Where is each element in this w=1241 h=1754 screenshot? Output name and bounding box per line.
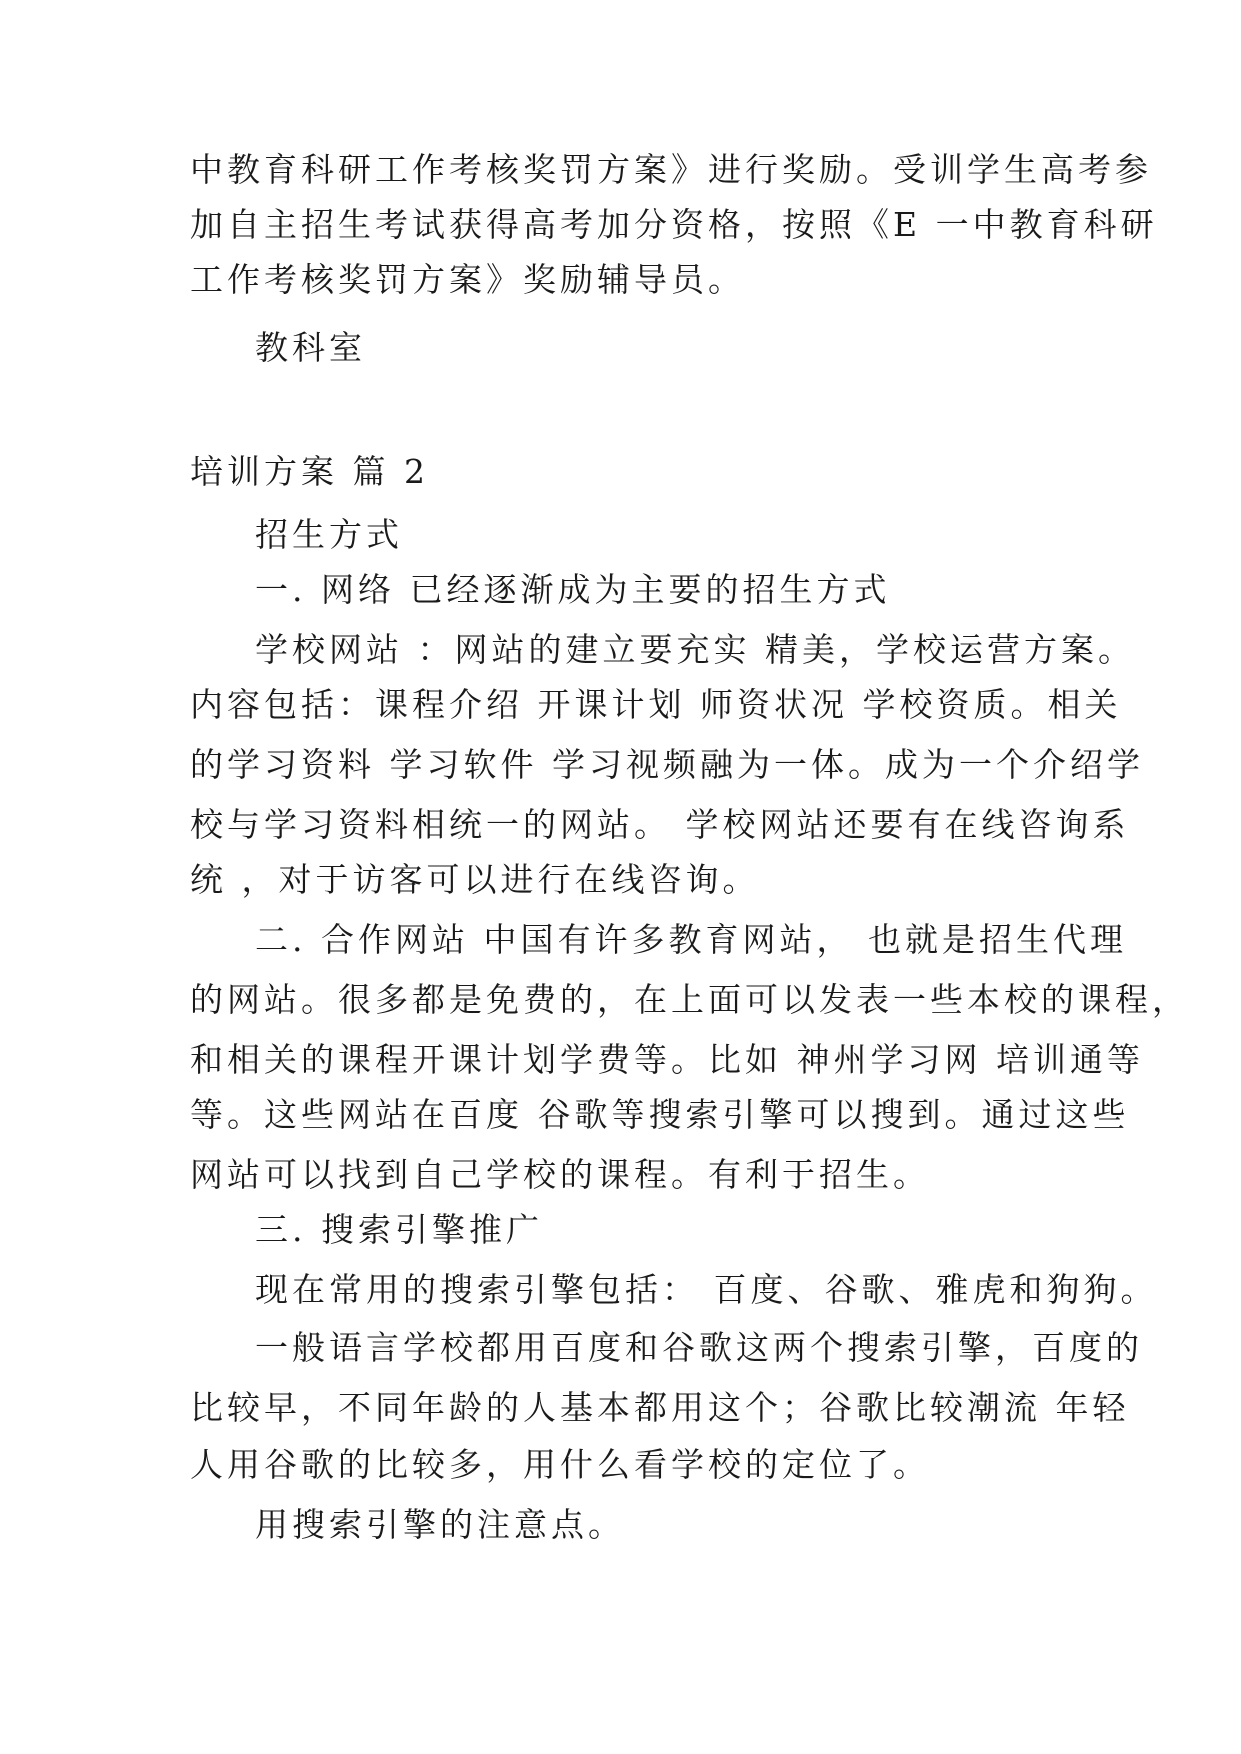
- text-line-9: 内容包括：课程介绍 开课计划 师资状况 学校资质。相关: [190, 685, 1122, 724]
- text-line-4: 教科室: [255, 328, 366, 367]
- text-line-18: 三. 搜索引擎推广: [255, 1210, 543, 1249]
- text-line-21: 比较早，不同年龄的人基本都用这个；谷歌比较潮流 年轻: [190, 1388, 1130, 1427]
- text-line-12: 统 ，对于访客可以进行在线咨询。: [190, 860, 760, 899]
- text-line-13: 二. 合作网站 中国有许多教育网站， 也就是招生代理: [255, 920, 1127, 959]
- section-heading: 培训方案 篇 2: [190, 452, 429, 491]
- text-line-23: 用搜索引擎的注意点。: [255, 1505, 625, 1544]
- text-line-19: 现在常用的搜索引擎包括： 百度、谷歌、雅虎和狗狗。: [255, 1270, 1158, 1309]
- text-line-6: 招生方式: [255, 515, 403, 554]
- text-line-7: 一. 网络 已经逐渐成为主要的招生方式: [255, 570, 891, 609]
- text-line-17: 网站可以找到自己学校的课程。有利于招生。: [190, 1155, 930, 1194]
- text-line-20: 一般语言学校都用百度和谷歌这两个搜索引擎，百度的: [255, 1328, 1143, 1367]
- text-line-15: 和相关的课程开课计划学费等。比如 神州学习网 培训通等: [190, 1040, 1144, 1079]
- text-line-22: 人用谷歌的比较多，用什么看学校的定位了。: [190, 1445, 930, 1484]
- text-line-16: 等。这些网站在百度 谷歌等搜索引擎可以搜到。通过这些: [190, 1095, 1130, 1134]
- text-line-1: 中教育科研工作考核奖罚方案》进行奖励。受训学生高考参: [190, 150, 1152, 189]
- text-line-14: 的网站。很多都是免费的，在上面可以发表一些本校的课程，: [190, 980, 1189, 1019]
- text-line-11: 校与学习资料相统一的网站。 学校网站还要有在线咨询系: [190, 805, 1130, 844]
- text-line-2: 加自主招生考试获得高考加分资格，按照《E 一中教育科研: [190, 205, 1158, 244]
- text-line-8: 学校网站 ：网站的建立要充实 精美，学校运营方案。: [255, 630, 1135, 669]
- text-line-10: 的学习资料 学习软件 学习视频融为一体。成为一个介绍学: [190, 745, 1144, 784]
- text-line-3: 工作考核奖罚方案》奖励辅导员。: [190, 260, 745, 299]
